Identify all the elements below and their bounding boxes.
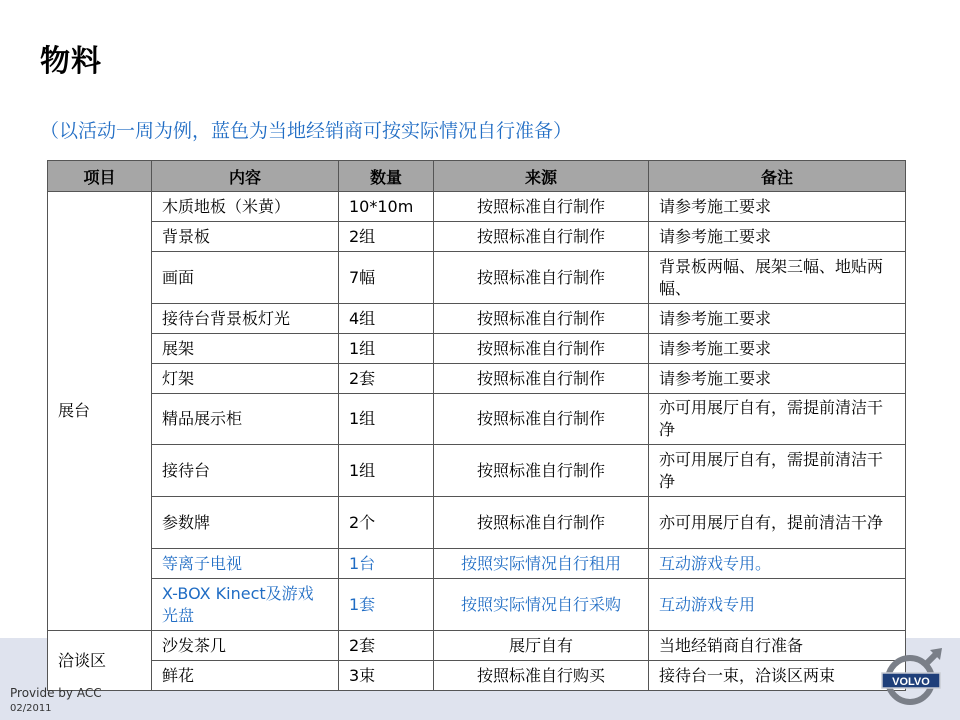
footer-provider: Provide by ACC (10, 686, 102, 700)
table-row (48, 364, 906, 394)
cell-source: 按照标准自行制作 (434, 222, 649, 252)
cell-quantity: 1组 (339, 445, 434, 497)
cell-quantity: 2个 (339, 497, 434, 549)
header-content: 内容 (152, 161, 339, 192)
cell-source: 按照标准自行制作 (434, 394, 649, 445)
table-row (48, 549, 906, 579)
header-source: 来源 (434, 161, 649, 192)
cell-content: 木质地板（米黄） (152, 192, 339, 222)
cell-note: 当地经销商自行准备 (649, 631, 906, 661)
cell-source: 展厅自有 (434, 631, 649, 661)
cell-note: 请参考施工要求 (649, 334, 906, 364)
cell-quantity: 3束 (339, 661, 434, 691)
cell-note: 互动游戏专用 (649, 579, 906, 631)
cell-source: 按照标准自行制作 (434, 445, 649, 497)
cell-content: 展架 (152, 334, 339, 364)
volvo-logo-icon (880, 646, 944, 710)
table-row (48, 334, 906, 364)
cell-quantity: 1组 (339, 394, 434, 445)
cell-content: 参数牌 (152, 497, 339, 549)
cell-note: 背景板两幅、展架三幅、地贴两幅、 (649, 252, 906, 304)
header-note: 备注 (649, 161, 906, 192)
cell-quantity: 1台 (339, 549, 434, 579)
cell-source: 按照标准自行制作 (434, 364, 649, 394)
table-row (48, 252, 906, 304)
table-row (48, 192, 906, 222)
materials-table (47, 160, 906, 691)
cell-note: 请参考施工要求 (649, 364, 906, 394)
cell-content: 接待台 (152, 445, 339, 497)
table-row (48, 304, 906, 334)
table-row (48, 222, 906, 252)
cell-source: 按照标准自行制作 (434, 192, 649, 222)
cell-content: 沙发茶几 (152, 631, 339, 661)
cell-note: 请参考施工要求 (649, 192, 906, 222)
table-row (48, 579, 906, 631)
cell-note: 互动游戏专用。 (649, 549, 906, 579)
cell-quantity: 7幅 (339, 252, 434, 304)
table-row (48, 497, 906, 549)
cell-source: 按照标准自行制作 (434, 252, 649, 304)
cell-content: 接待台背景板灯光 (152, 304, 339, 334)
cell-note: 请参考施工要求 (649, 304, 906, 334)
cell-source: 按照标准自行制作 (434, 497, 649, 549)
cell-quantity: 4组 (339, 304, 434, 334)
cell-note: 接待台一束，洽谈区两束 (649, 661, 906, 691)
header-item: 项目 (48, 161, 152, 192)
cell-note: 请参考施工要求 (649, 222, 906, 252)
cell-quantity: 2组 (339, 222, 434, 252)
cell-quantity: 10*10m (339, 192, 434, 222)
cell-content: 精品展示柜 (152, 394, 339, 445)
header-quantity: 数量 (339, 161, 434, 192)
cell-source: 按照标准自行制作 (434, 304, 649, 334)
cell-note: 亦可用展厅自有，需提前清洁干净 (649, 394, 906, 445)
cell-quantity: 2套 (339, 631, 434, 661)
cell-content: X-BOX Kinect及游戏光盘 (152, 579, 339, 631)
table-row (48, 445, 906, 497)
cell-content: 背景板 (152, 222, 339, 252)
cell-content: 等离子电视 (152, 549, 339, 579)
cell-source: 按照标准自行制作 (434, 334, 649, 364)
page-subtitle: （以活动一周为例，蓝色为当地经销商可按实际情况自行准备） (40, 120, 573, 142)
cell-content: 画面 (152, 252, 339, 304)
table-header-row (48, 161, 906, 192)
cell-source: 按照标准自行购买 (434, 661, 649, 691)
cell-quantity: 2套 (339, 364, 434, 394)
cell-quantity: 1套 (339, 579, 434, 631)
cell-note: 亦可用展厅自有，提前清洁干净 (649, 497, 906, 549)
footer-date: 02/2011 (10, 703, 52, 714)
cell-source: 按照实际情况自行租用 (434, 549, 649, 579)
cell-source: 按照实际情况自行采购 (434, 579, 649, 631)
table-row (48, 394, 906, 445)
cell-quantity: 1组 (339, 334, 434, 364)
table-row (48, 631, 906, 661)
group-cell-negotiation: 洽谈区 (48, 631, 152, 691)
group-cell-booth: 展台 (48, 192, 152, 631)
page-title: 物料 (40, 44, 102, 79)
logo-text: VOLVO (892, 676, 930, 688)
cell-content: 鲜花 (152, 661, 339, 691)
cell-note: 亦可用展厅自有，需提前清洁干净 (649, 445, 906, 497)
cell-content: 灯架 (152, 364, 339, 394)
table-row (48, 661, 906, 691)
